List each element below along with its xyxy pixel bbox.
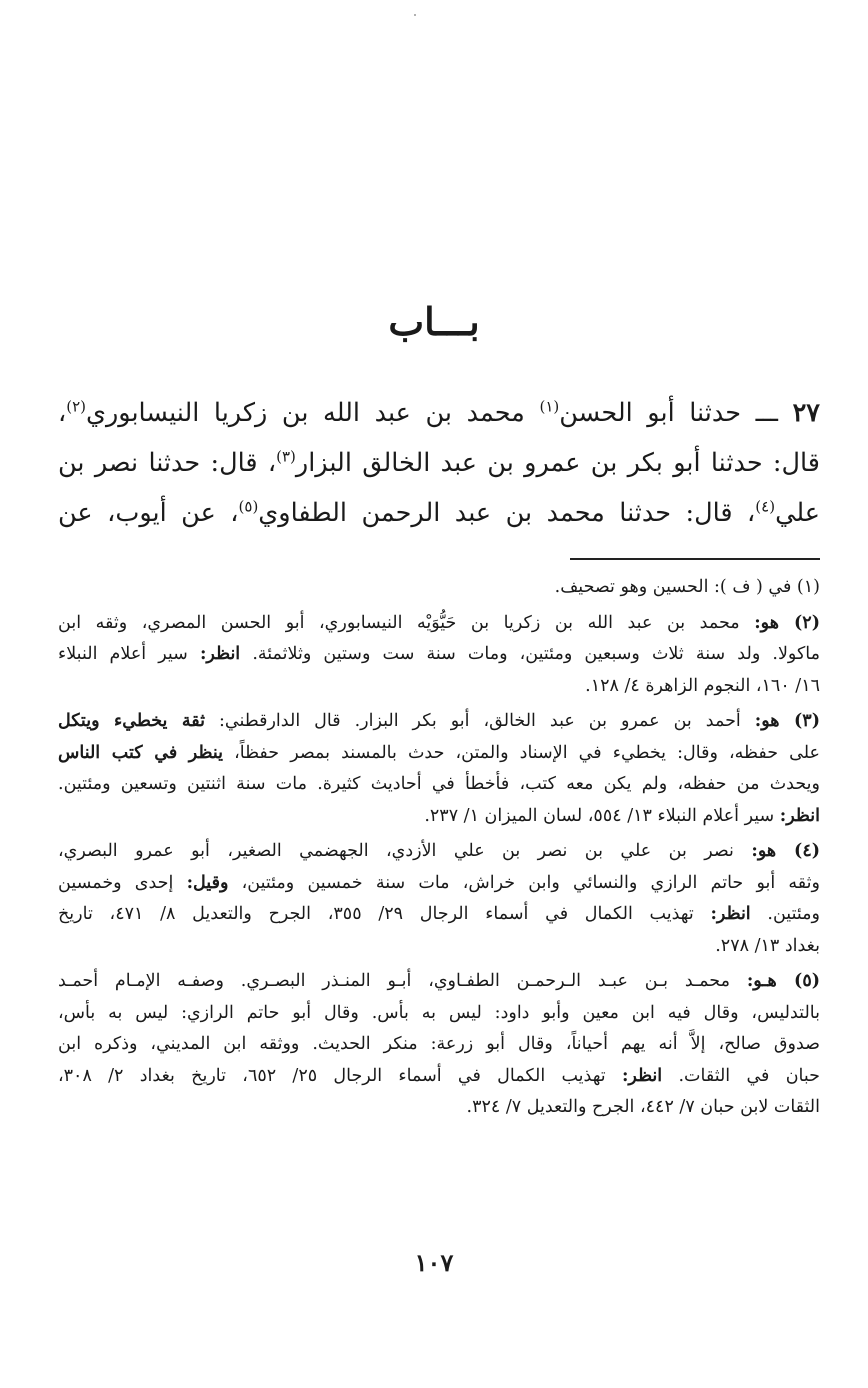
page-number: ١٠٧ — [414, 1248, 454, 1277]
footnote-ref-5[interactable]: (٥) — [238, 497, 259, 516]
hadith-line-3: علي$^{(٤)}$، قال: حدثنا محمد بن عبد الرحمن الطفاوي$^{(٥)}$، عن أيوب، عن — [58, 497, 820, 528]
footnote-5: (٥) هـو: محمـد بـن عبـد الـرحمـن الطفـاوي، أبـو المنـذر البصـري. وصفـه الإمـام أحمـد بالتدليس، وقال فيه ابن معين وأبو داود: ليس به بأس. وقال أبو حاتم الرازي: ليس به بأس، صدوق صالح، إلاَّ أنه يهم أحياناً، وقال أبو زرعة: منكر الحديث. ووثقه ابن المديني، وذكره ابن حبان في الثقات. انظر: تهذيب الكمال في أسماء الرجال ٢٥/ ٦٥٢، تاريخ بغداد ٢/ ٣٠٨، الثقات لابن حبان ٧/ ٤٤٢، الجرح والتعديل ٧/ ٣٢٤. — [58, 971, 820, 1117]
footnote-1: (١) في ( ف ): الحسين وهو تصحيف. — [554, 577, 820, 597]
print-mark — [414, 14, 416, 16]
footnote-ref-1[interactable]: (١) — [539, 397, 560, 416]
footnote-ref-3[interactable]: (٣) — [276, 447, 296, 466]
footnote-4: (٤) هو: نصر بن علي بن نصر بن علي الأزدي، الجهضمي الصغير، أبو عمرو البصري، وثقه أبو حاتم الرازي والنسائي وابن خراش، مات سنة خمسين ومئتين، وقيل: إحدى وخمسين ومئتين. انظر: تهذيب الكمال في أسماء الرجال ٢٩/ ٣٥٥، الجرح والتعديل ٨/ ٤٧١، تاريخ بغداد ١٣/ ٢٧٨. — [58, 841, 820, 956]
footnote-ref-2[interactable]: (٢) — [66, 397, 87, 416]
footnote-separator — [570, 558, 820, 560]
footnote-ref-4[interactable]: (٤) — [755, 497, 776, 516]
hadith-text — [58, 388, 820, 538]
hadith-number: ٢٧ — [792, 398, 821, 428]
footnotes-section — [58, 572, 820, 1128]
footnote-2: (٢) هو: محمد بن عبد الله بن زكريا بن حَيُّوَيْه النيسابوري، أبو الحسن المصري، وثقه ابن ماكولا. ولد سنة ثلاث وسبعين ومئتين، ومات سنة ست وستين وثلاثمئة. انظر: سير أعلام النبلاء ١٦/ ١٦٠، النجوم الزاهرة ٤/ ١٢٨. — [58, 612, 820, 696]
hadith-line-1: ٢٧ ـــ حدثنا أبو الحسن$^{(١)}$ محمد بن عبد الله بن زكريا النيسابوري$^{(٢)}$، — [58, 397, 821, 428]
chapter-title: بـــاب — [388, 299, 480, 344]
hadith-line-2: قال: حدثنا أبو بكر بن عمرو بن عبد الخالق البزار$^{(٣)}$، قال: حدثنا نصر بن — [58, 447, 820, 478]
footnote-3: (٣) هو: أحمد بن عمرو بن عبد الخالق، أبو بكر البزار. قال الدارقطني: ثقة يخطيء ويتكل على حفظه، وقال: يخطيء في الإسناد والمتن، حدث بالمسند بمصر حفظاً، ينظر في كتب الناس ويحدث من حفظه، ولم يكن معه كتب، فأخطأ في أحاديث كثيرة. مات سنة اثنتين وتسعين ومئتين. انظر: سير أعلام النبلاء ١٣/ ٥٥٤، لسان الميزان ١/ ٢٣٧. — [58, 711, 820, 826]
